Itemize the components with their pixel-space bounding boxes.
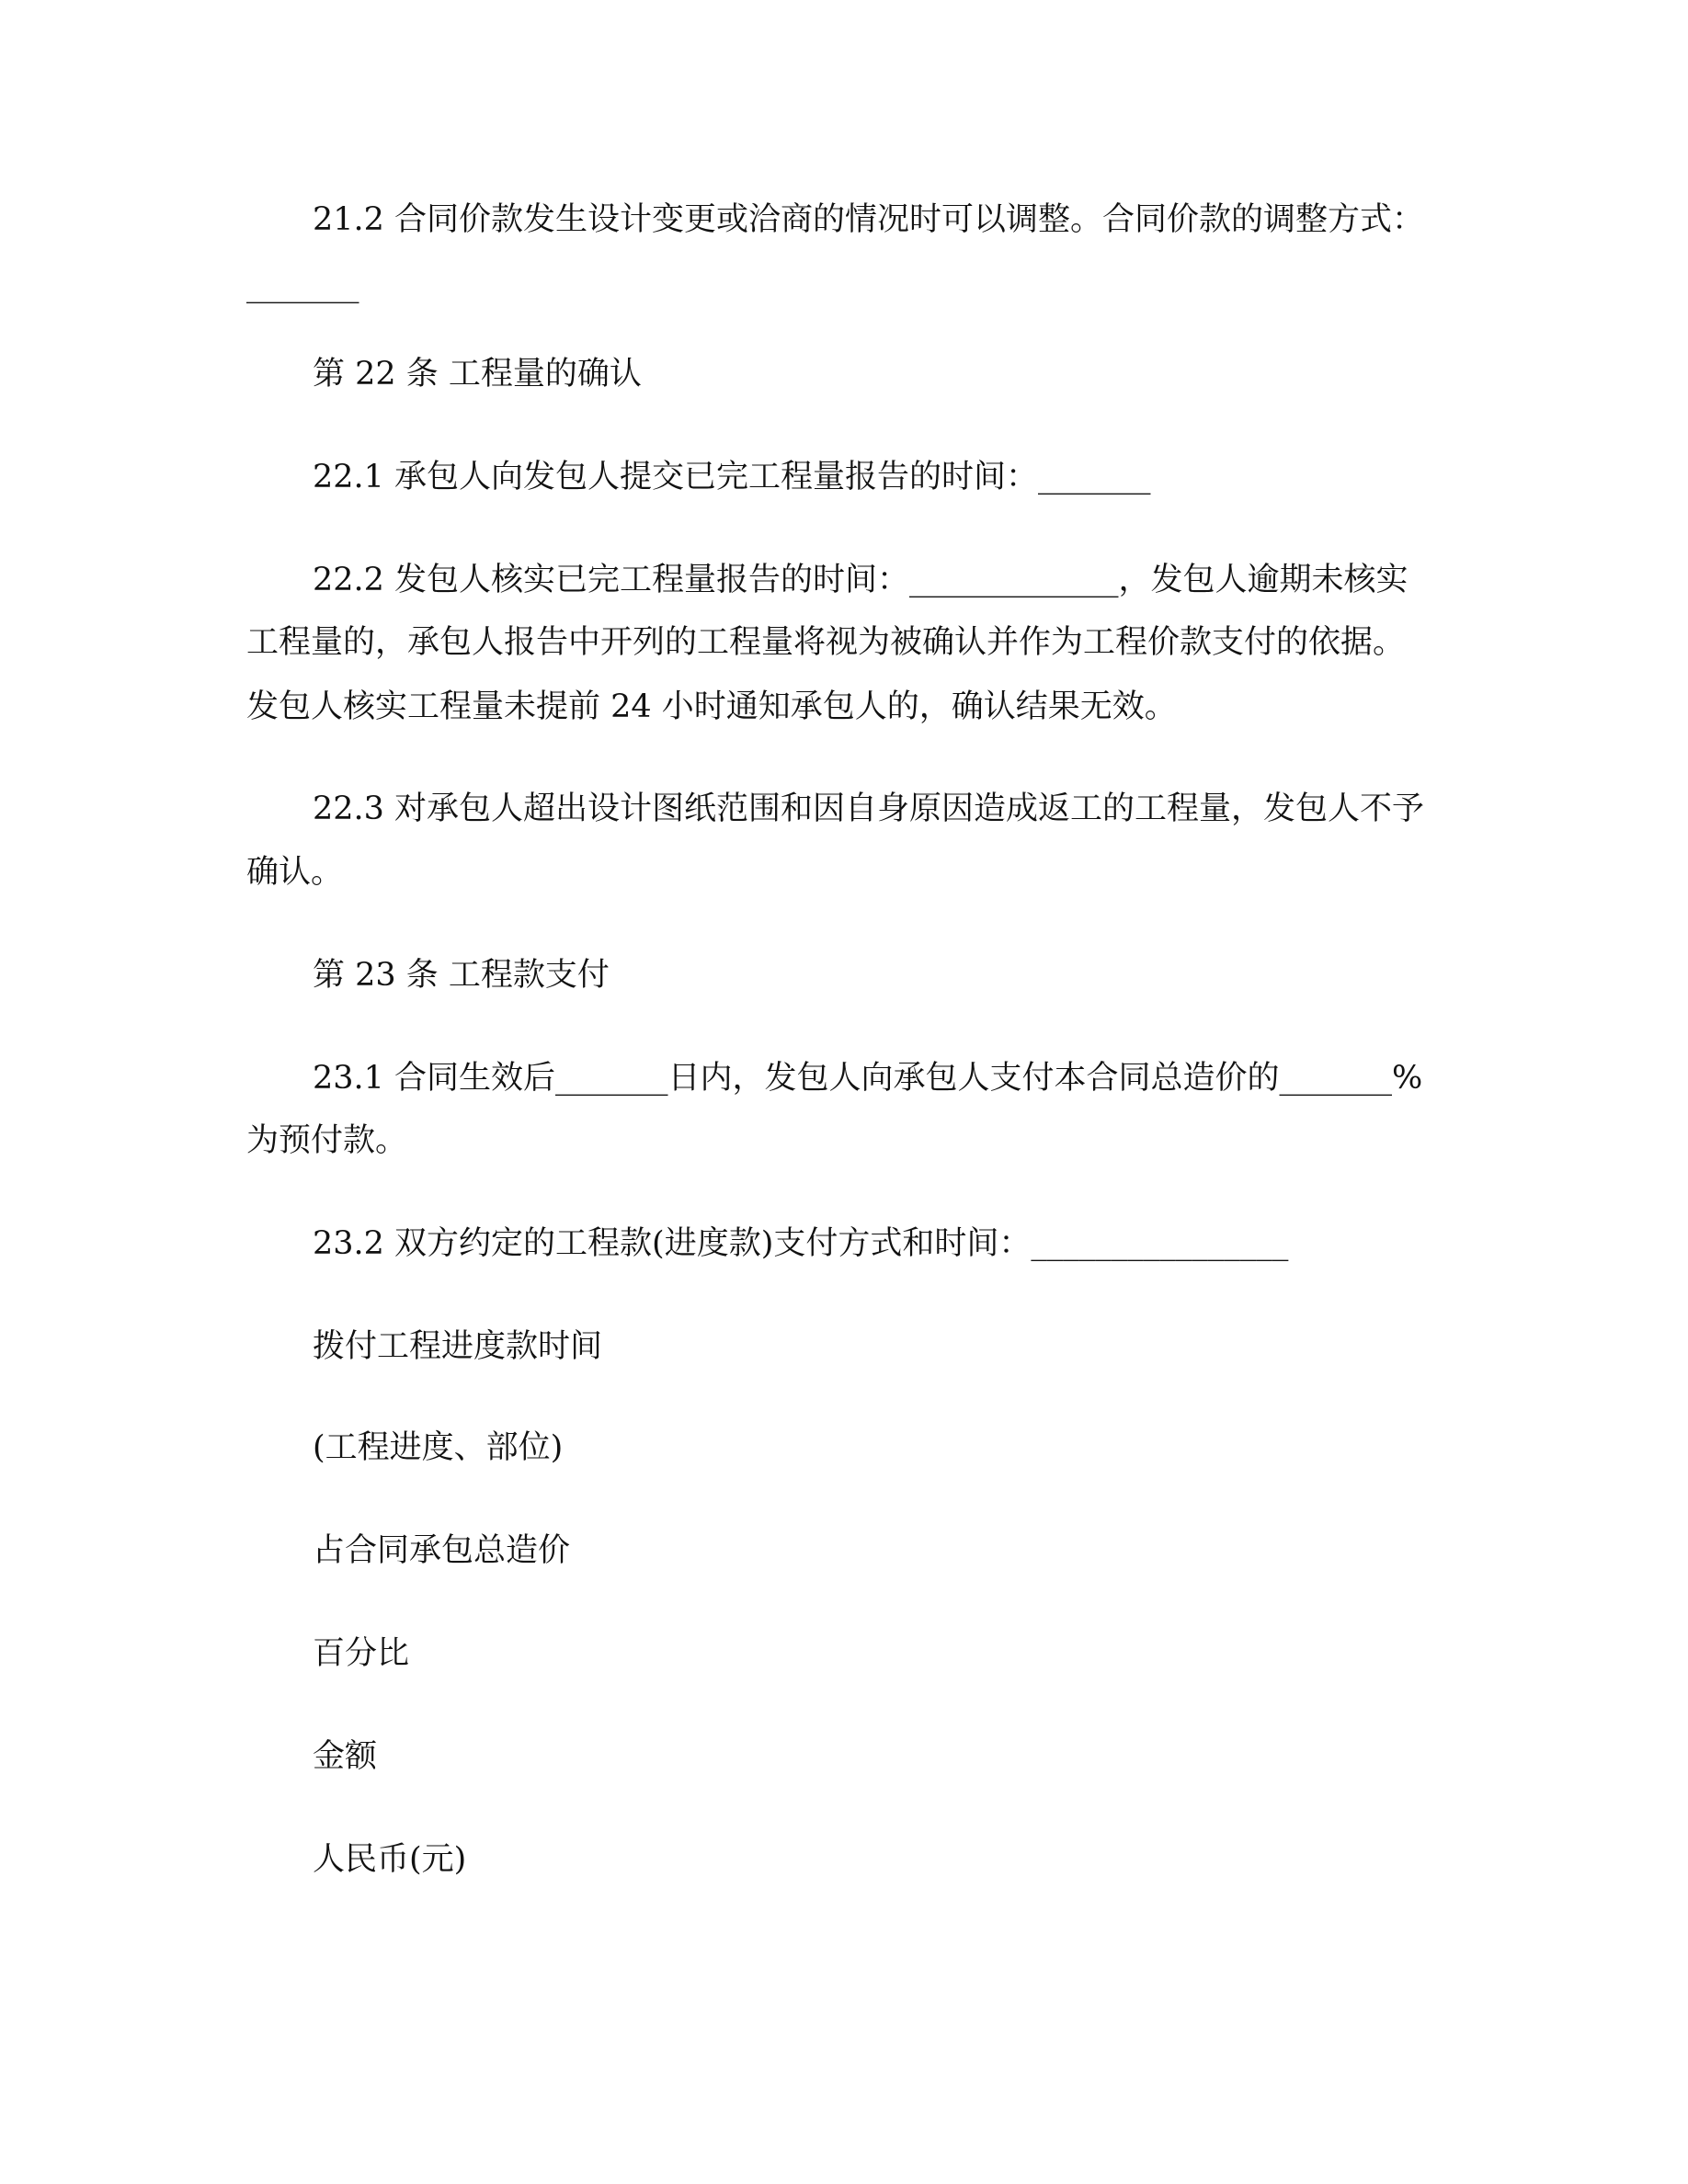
clause-23-1-line-2: 为预付款。	[246, 1122, 408, 1159]
clause-23-2: 23.2 双方约定的工程款(进度款)支付方式和时间：________________	[313, 1225, 1289, 1262]
clause-22-3-line-2: 确认。	[246, 854, 344, 891]
table-heading-total-cost-share: 占合同承包总造价	[313, 1532, 571, 1569]
clause-21-2-line-1: 21.2 合同价款发生设计变更或洽商的情况时可以调整。合同价款的调整方式：	[313, 201, 1425, 238]
clause-22-3-line-1: 22.3 对承包人超出设计图纸范围和因自身原因造成返工的工程量，发包人不予	[313, 791, 1425, 827]
clause-23-1-line-1: 23.1 合同生效后_______日内，发包人向承包人支付本合同总造价的_______%	[313, 1060, 1423, 1097]
clause-22-1: 22.1 承包人向发包人提交已完工程量报告的时间：_______	[313, 459, 1151, 495]
article-22-heading: 第 22 条 工程量的确认	[313, 356, 642, 392]
clause-21-2-line-2: _______	[246, 267, 359, 304]
table-heading-amount: 金额	[313, 1738, 378, 1775]
clause-22-2-line-1: 22.2 发包人核实已完工程量报告的时间：_____________，发包人逾期未核实	[313, 562, 1409, 598]
clause-22-2-line-3: 发包人核实工程量未提前 24 小时通知承包人的，确认结果无效。	[246, 688, 1177, 725]
table-heading-payment-time: 拨付工程进度款时间	[313, 1328, 603, 1365]
clause-22-2-line-2: 工程量的，承包人报告中开列的工程量将视为被确认并作为工程价款支付的依据。	[246, 624, 1406, 661]
article-23-heading: 第 23 条 工程款支付	[313, 957, 610, 994]
table-heading-progress-part: (工程进度、部位)	[313, 1429, 564, 1466]
table-heading-rmb-yuan: 人民币(元)	[313, 1841, 467, 1878]
table-heading-percentage: 百分比	[313, 1635, 410, 1672]
